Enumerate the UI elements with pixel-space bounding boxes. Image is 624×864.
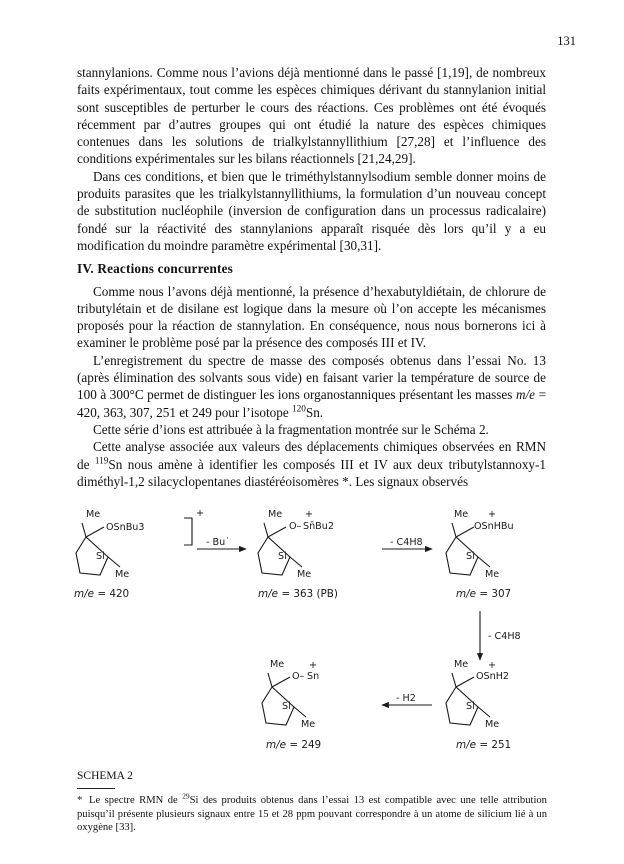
methyl-label: Me bbox=[115, 569, 130, 580]
radical-cation-mark: + bbox=[309, 660, 318, 671]
oxygen-label: O– bbox=[289, 521, 302, 532]
radical-cation-mark: + bbox=[488, 660, 497, 671]
silicon-label: Si bbox=[278, 551, 287, 562]
mz-value: m/e = 249 bbox=[266, 739, 322, 751]
footnote bbox=[77, 791, 547, 835]
paragraph: Dans ces conditions, et bien que le triméthylstannylsodium semble donner moins de produits parasites que les trialkylstannyllithiums, la formulation d’un nouveau concept de substitution nucléophile (inversion de configuration dans un processus radicalaire) fondé sur la réactivité des stannylanions apparaît risquée dès lors qu’il y a eu modification du moindre paramètre expérimental [30,31]. bbox=[77, 168, 546, 253]
mz-value: m/e = 307 bbox=[456, 588, 512, 600]
mz-value: m/e = 251 bbox=[456, 739, 512, 751]
mz-value: m/e = 420 bbox=[74, 588, 130, 600]
paragraph: Cette série d’ions est attribuée à la fragmentation montrée sur le Schéma 2. bbox=[93, 421, 489, 437]
paragraph-text: = 420, 363, 307, 251 et 249 pour l’isotope bbox=[77, 387, 547, 420]
methyl-label: Me bbox=[268, 509, 283, 520]
silicon-label: Si bbox=[466, 701, 475, 712]
paragraph: Comme nous l’avons déjà mentionné, la présence d’hexabutyldiétain, de chlorure de tributylétain et de disilane est logique dans la mesure où l’on accepte les mécanismes proposés pour la réaction de stannylation. En conséquence, nous nous bornerons ici à examiner le problème posé par la présence des composés III et IV. bbox=[77, 283, 546, 351]
fragmentation-scheme bbox=[60, 505, 570, 760]
mz-value: m/e = 363 (PB) bbox=[258, 588, 338, 600]
radical-cation-mark: + bbox=[196, 508, 205, 519]
substituent-label: OSnHBu bbox=[474, 521, 514, 532]
paragraph-text: Sn. bbox=[305, 404, 324, 420]
isotope-superscript: 29 bbox=[182, 791, 190, 801]
substituent-label: OSnH2 bbox=[476, 671, 510, 682]
methyl-label: Me bbox=[86, 509, 101, 520]
loss-label: - Bu˙ bbox=[206, 537, 230, 548]
footnote-text: Le spectre RMN de bbox=[89, 795, 183, 806]
paragraph: stannylanions. Comme nous l’avions déjà mentionné dans le passé [1,19], de nombreux faits expérimentaux, tout comme les espèces chimiques dérivant du stannylanion initial sont susceptibles de perturber le cours des réactions. Ces problèmes ont été évoqués récemment par d’autres groupes qui ont étudié la nature des espèces chimiques contenues dans les solutions de trialkylstannyllithium [27,28] et l’influence des conditions expérimentales sur les bilans réactionnels [21,24,29]. bbox=[77, 65, 546, 167]
silicon-label: Si bbox=[96, 551, 105, 562]
loss-label: - C4H8 bbox=[488, 631, 521, 642]
radical-cation-mark: + bbox=[488, 509, 497, 520]
loss-label: - H2 bbox=[396, 693, 416, 704]
footnote-marker: * bbox=[77, 795, 83, 806]
methyl-label: Me bbox=[301, 719, 316, 730]
methyl-label: Me bbox=[485, 719, 500, 730]
footnote-text: Si des produits obtenus dans l’essai 13 est compatible avec une telle attribution puisqu’il présente plusieurs signaux entre 15 et 28 ppm pouvant correspondre à un atome de silicium lié à un oxygène [33]. bbox=[77, 795, 547, 834]
methyl-label: Me bbox=[297, 569, 312, 580]
oxygen-label: O– bbox=[292, 671, 305, 682]
silicon-label: Si bbox=[466, 551, 475, 562]
substituent-label: Sn̄Bu2 bbox=[303, 521, 334, 532]
mz-symbol: m/e bbox=[515, 387, 536, 403]
paragraph-text: Sn nous amène à identifier les composés III et IV aux deux tributylstannoxy-1 diméthyl-1,2 silacyclopentanes diastéréoisomères *. Les signaux observés bbox=[77, 456, 546, 489]
page-number: 131 bbox=[557, 34, 576, 48]
schema-caption: SCHEMA 2 bbox=[77, 770, 133, 782]
loss-label: - C4H8 bbox=[390, 537, 423, 548]
isotope-superscript: 120 bbox=[292, 403, 306, 414]
silicon-label: Si bbox=[282, 701, 291, 712]
paragraph bbox=[77, 352, 546, 421]
substituent-label: OSnBu3 bbox=[106, 522, 145, 533]
paragraph-text: Cette analyse associée aux valeurs des déplacements chimiques observées en RMN de bbox=[77, 439, 546, 472]
substituent-label: Sn bbox=[307, 671, 320, 682]
methyl-label: Me bbox=[485, 569, 500, 580]
section-heading: IV. Reactions concurrentes bbox=[77, 261, 233, 277]
methyl-label: Me bbox=[454, 509, 469, 520]
isotope-superscript: 119 bbox=[94, 455, 109, 466]
radical-cation-mark: + bbox=[305, 509, 314, 520]
methyl-label: Me bbox=[270, 659, 285, 670]
body-text bbox=[77, 64, 546, 490]
paragraph-text: L’enregistrement du spectre de masse des composés obtenus dans l’essai No. 13 (après élimination des solvants sous vide) en faisant varier la température de source de 100 à 300°C permet de distinguer les ions organostanniques présentant les masses bbox=[77, 352, 546, 403]
footnote-divider bbox=[77, 788, 115, 789]
methyl-label: Me bbox=[454, 659, 469, 670]
paragraph bbox=[77, 438, 546, 490]
